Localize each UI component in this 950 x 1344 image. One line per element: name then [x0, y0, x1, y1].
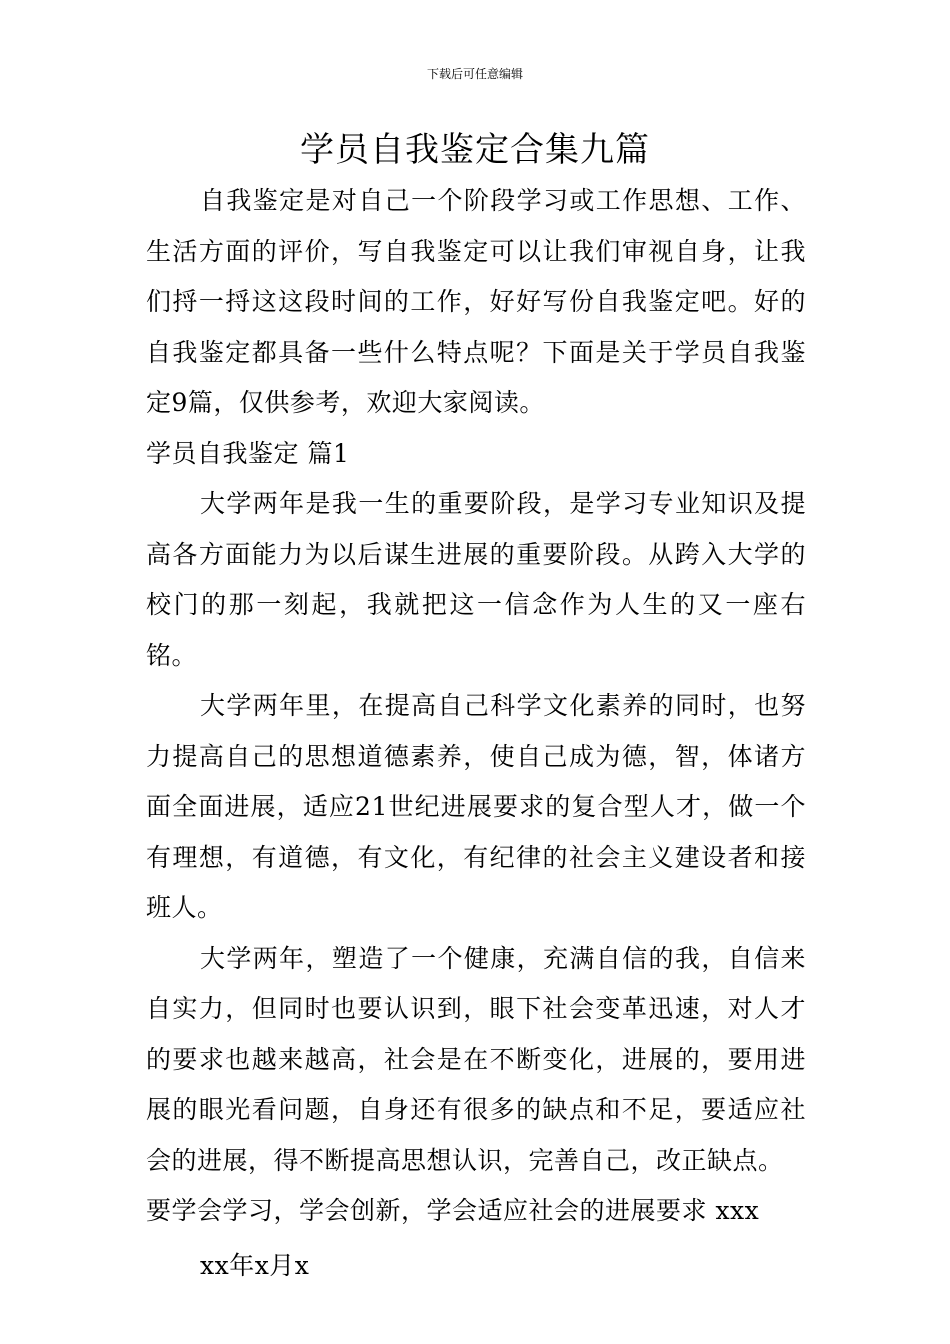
body-paragraph-3: 大学两年，塑造了一个健康，充满自信的我，自信来自实力，但同时也要认识到，眼下社会变革迅速，对人才的要求也越来越高，社会是在不断变化，进展的，要用进展的眼光看问题，自身还有很多的缺点和不足，要适应社会的进展，得不断提高思想认识，完善自己，改正缺点。 [146, 943, 806, 1175]
closing-line: 要学会学习，学会创新，学会适应社会的进展要求 xxx [146, 1196, 760, 1225]
document-title: 学员自我鉴定合集九篇 [300, 130, 650, 170]
document-body [146, 176, 806, 1291]
body-paragraph-1: 大学两年是我一生的重要阶段，是学习专业知识及提高各方面能力为以后谋生进展的重要阶段。从跨入大学的校门的那一刻起，我就把这一信念作为人生的又一座右铭。 [146, 489, 806, 670]
intro-paragraph: 自我鉴定是对自己一个阶段学习或工作思想、工作、生活方面的评价，写自我鉴定可以让我们审视自身，让我们捋一捋这这段时间的工作，好好写份自我鉴定吧。好的自我鉴定都具备一些什么特点呢？下面是关于学员自我鉴定9篇，仅供参考，欢迎大家阅读。 [146, 186, 806, 417]
section-heading: 学员自我鉴定 篇1 [146, 438, 350, 468]
body-paragraph-2: 大学两年里，在提高自己科学文化素养的同时，也努力提高自己的思想道德素养，使自己成为德，智，体诸方面全面进展，适应21世纪进展要求的复合型人才，做一个有理想，有道德，有文化，有纪律的社会主义建设者和接班人。 [146, 691, 806, 922]
header-note: 下载后可任意编辑 [426, 67, 523, 81]
date-line: xx年x月x [200, 1250, 310, 1280]
